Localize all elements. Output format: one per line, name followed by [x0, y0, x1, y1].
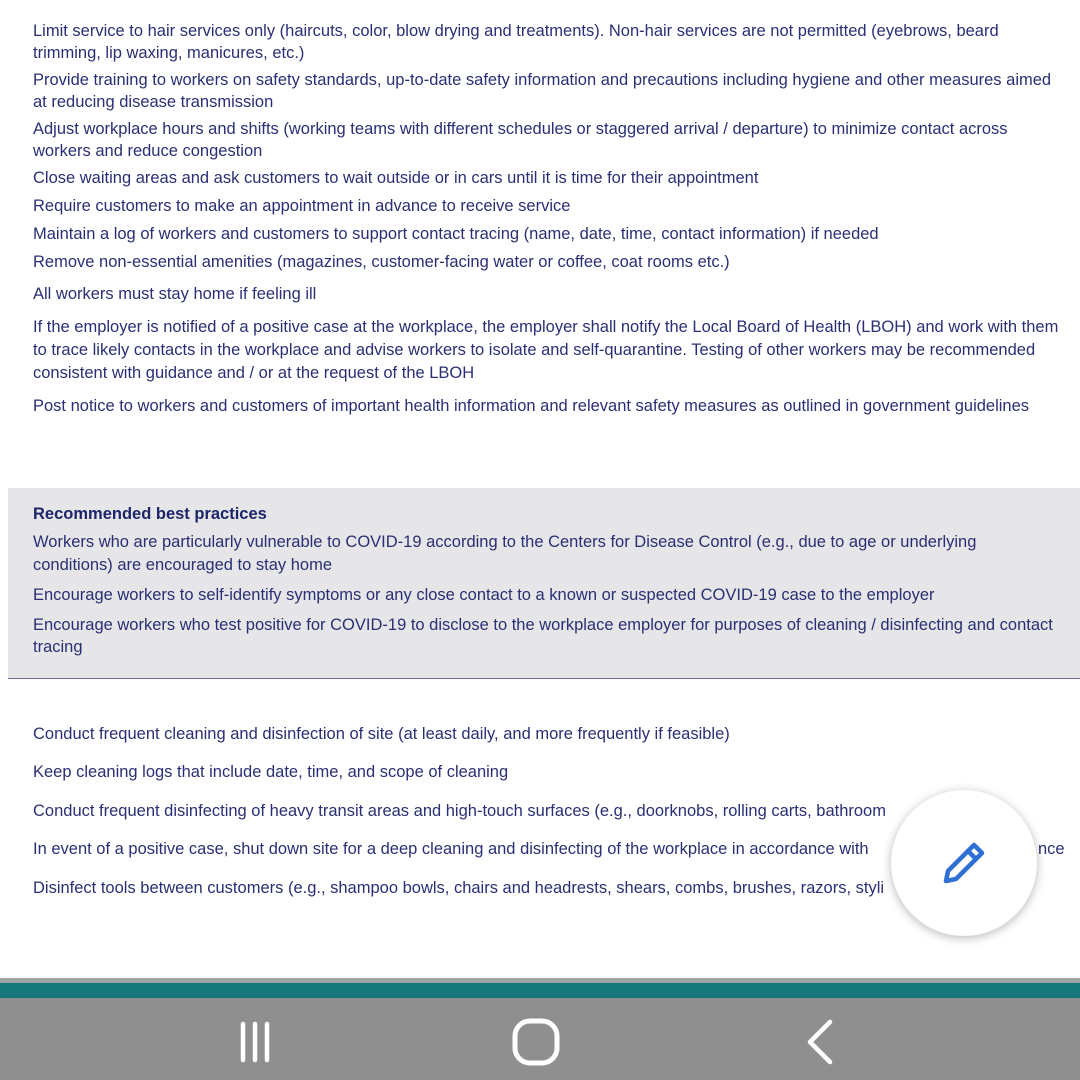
list-item: Encourage workers to self-identify symptoms or any close contact to a known or suspected COVID-19 case to the employer [33, 586, 935, 604]
back-button[interactable] [788, 1014, 848, 1070]
list-item: Disinfect tools between customers (e.g., shampoo bowls, chairs and headrests, shears, combs, brushes, razors, styli [33, 879, 885, 897]
pencil-icon [938, 837, 990, 889]
system-navigation-bar [0, 998, 1080, 1080]
list-item: Keep cleaning logs that include date, time, and scope of cleaning [33, 763, 509, 781]
list-item: Limit service to hair services only (haircuts, color, blow drying and treatments). Non-hair services are not permitted (eyebrows, beard trimming, lip waxing, manicures, etc.) [33, 22, 999, 62]
list-item: Conduct frequent cleaning and disinfection of site (at least daily, and more frequently if feasible) [33, 725, 730, 743]
home-button[interactable] [506, 1014, 566, 1070]
bottom-accent-bar [0, 978, 1080, 998]
recent-apps-button[interactable] [225, 1014, 285, 1070]
list-item: Adjust workplace hours and shifts (working teams with different schedules or staggered arrival / departure) to minimize contact across workers and reduce congestion [33, 120, 1008, 160]
list-item: Workers who are particularly vulnerable to COVID-19 according to the Centers for Disease Control (e.g., due to age or underlying conditions) are encouraged to stay home [33, 533, 977, 574]
list-item: Conduct frequent disinfecting of heavy transit areas and high-touch surfaces (e.g., doorknobs, rolling carts, bathroom [33, 802, 886, 820]
list-item: Maintain a log of workers and customers to support contact tracing (name, date, time, contact information) if needed [33, 225, 879, 243]
list-item: Post notice to workers and customers of important health information and relevant safety measures as outlined in government guidelines [33, 397, 1030, 415]
list-item: Provide training to workers on safety standards, up-to-date safety information and precautions including hygiene and other measures aimed at reducing disease transmission [33, 71, 1052, 111]
back-icon [796, 1016, 840, 1068]
edit-fab-button[interactable] [891, 790, 1037, 936]
list-item: Encourage workers who test positive for COVID-19 to disclose to the workplace employer for purposes of cleaning / disinfecting and contact tracing [33, 616, 1053, 656]
home-icon [509, 1016, 563, 1068]
list-item: Require customers to make an appointment in advance to receive service [33, 197, 571, 215]
list-item: All workers must stay home if feeling ill [33, 285, 317, 303]
list-item-overflow-text: nce [1038, 840, 1065, 858]
list-item: If the employer is notified of a positive case at the workplace, the employer shall notify the Local Board of Health (LBOH) and work with them to trace likely contacts in the workplace and advise workers to isolate and self-quarantine. Testing of other workers may be recommended consistent with guidance and / or at the request of the LBOH [33, 318, 1059, 382]
list-item: Remove non-essential amenities (magazines, customer-facing water or coffee, coat rooms etc.) [33, 253, 730, 271]
list-item: In event of a positive case, shut down site for a deep cleaning and disinfecting of the workplace in accordance with [33, 840, 869, 858]
list-item: Close waiting areas and ask customers to wait outside or in cars until it is time for their appointment [33, 169, 759, 187]
best-practices-heading: Recommended best practices [33, 505, 267, 523]
recent-apps-icon [233, 1018, 277, 1066]
